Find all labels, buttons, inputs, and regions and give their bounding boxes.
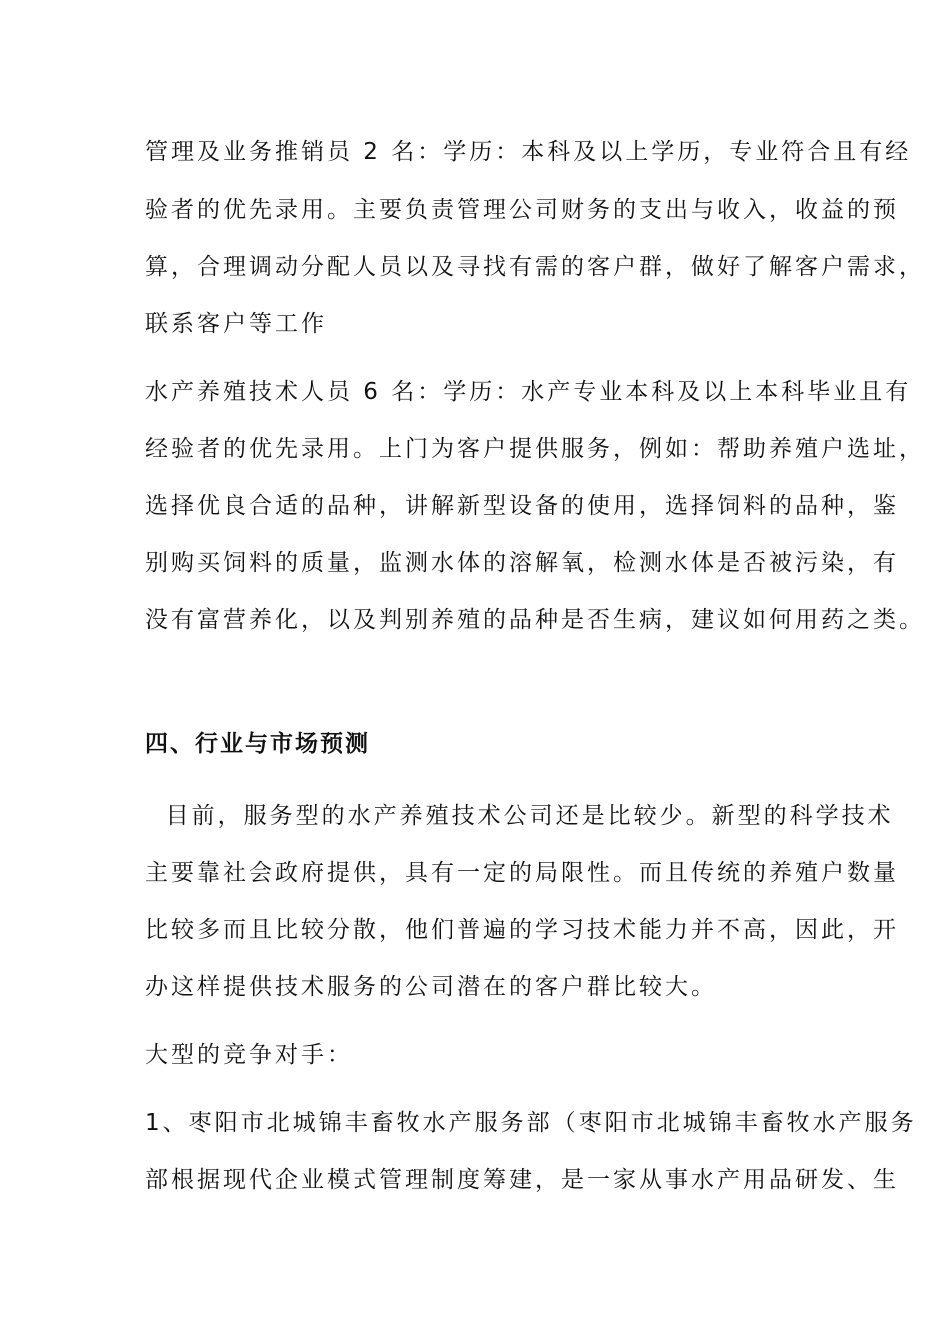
section-heading: 四、行业与市场预测 [145, 731, 370, 757]
paragraph-line: 比较多而且比较分散，他们普遍的学习技术能力并不高，因此，开 [145, 917, 899, 943]
paragraph-line: 1、枣阳市北城锦丰畜牧水产服务部（枣阳市北城锦丰畜牧水产服务 [145, 1110, 917, 1136]
paragraph-line: 管理及业务推销员 2 名：学历：本科及以上学历，专业符合且有经 [145, 139, 912, 165]
paragraph-line: 算，合理调动分配人员以及寻找有需的客户群，做好了解客户需求， [145, 254, 925, 280]
paragraph-line: 选择优良合适的品种，讲解新型设备的使用，选择饲料的品种，鉴 [145, 493, 899, 519]
paragraph-line: 大型的竞争对手： [145, 1042, 353, 1068]
paragraph-line: 主要靠社会政府提供，具有一定的局限性。而且传统的养殖户数量 [145, 860, 899, 886]
paragraph-line: 验者的优先录用。主要负责管理公司财务的支出与收入，收益的预 [145, 197, 899, 223]
paragraph-line: 目前，服务型的水产养殖技术公司还是比较少。新型的科学技术 [145, 803, 894, 829]
paragraph-line: 别购买饲料的质量，监测水体的溶解氧，检测水体是否被污染，有 [145, 550, 899, 576]
paragraph-line: 经验者的优先录用。上门为客户提供服务，例如：帮助养殖户选址， [145, 436, 925, 462]
paragraph-line: 联系客户等工作 [145, 311, 327, 337]
paragraph-line: 办这样提供技术服务的公司潜在的客户群比较大。 [145, 974, 717, 1000]
paragraph-line: 水产养殖技术人员 6 名：学历：水产专业本科及以上本科毕业且有 [145, 379, 912, 405]
paragraph-line: 没有富营养化，以及判别养殖的品种是否生病，建议如何用药之类。 [145, 607, 925, 633]
paragraph-line: 部根据现代企业模式管理制度筹建，是一家从事水产用品研发、生 [145, 1167, 899, 1193]
